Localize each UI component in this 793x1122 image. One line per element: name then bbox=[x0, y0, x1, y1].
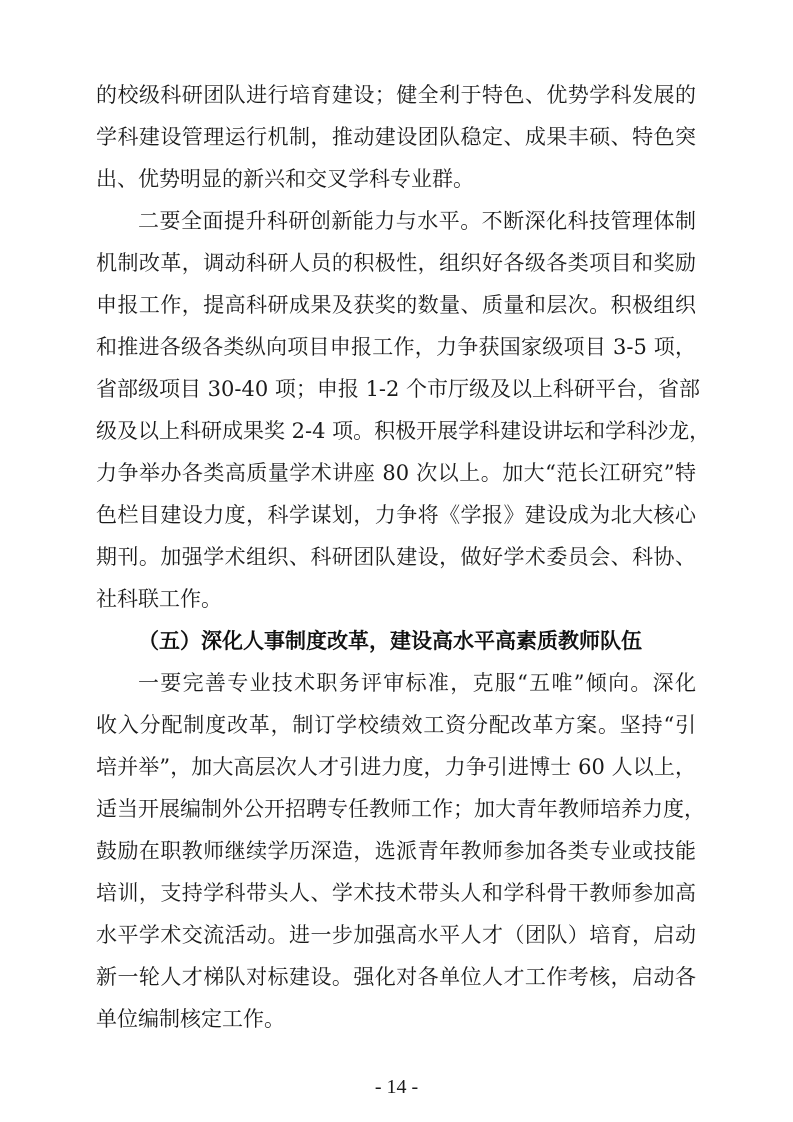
paragraph-2-line-8: 色栏目建设力度，科学谋划，力争将《学报》建设成为北大核心 bbox=[96, 503, 696, 527]
paragraph-2-line-9: 期刊。加强学术组织、科研团队建设，做好学术委员会、科协、 bbox=[96, 545, 696, 569]
paragraph-2-line-3: 申报工作，提高科研成果及获奖的数量、质量和层次。积极组织 bbox=[96, 293, 696, 317]
section-paragraph-line-6: 培训，支持学科带头人、学术技术带头人和学科骨干教师参加高 bbox=[96, 881, 696, 905]
section-paragraph-line-4: 适当开展编制外公开招聘专任教师工作；加大青年教师培养力度， bbox=[96, 797, 705, 821]
section-paragraph-line-3: 培并举”，加大高层次人才引进力度，力争引进博士 60 人以上， bbox=[96, 755, 696, 779]
section-heading: （五）深化人事制度改革，建设高水平高素质教师队伍 bbox=[138, 629, 642, 653]
paragraph-2-line-10: 社科联工作。 bbox=[96, 587, 222, 611]
paragraph-2-line-1: 二要全面提升科研创新能力与水平。不断深化科技管理体制 bbox=[138, 209, 696, 233]
paragraph-2-line-4: 和推进各级各类纵向项目申报工作，力争获国家级项目 3-5 项， bbox=[96, 335, 696, 359]
section-paragraph-line-7: 水平学术交流活动。进一步加强高水平人才（团队）培育，启动 bbox=[96, 923, 696, 947]
section-paragraph-line-8: 新一轮人才梯队对标建设。强化对各单位人才工作考核，启动各 bbox=[96, 965, 696, 989]
section-paragraph-line-1: 一要完善专业技术职务评审标准，克服“五唯”倾向。深化 bbox=[138, 671, 696, 695]
paragraph-2-line-6: 级及以上科研成果奖 2-4 项。积极开展学科建设讲坛和学科沙龙， bbox=[96, 419, 711, 443]
paragraph-2-line-7: 力争举办各类高质量学术讲座 80 次以上。加大“范长江研究”特 bbox=[96, 461, 696, 485]
section-paragraph-line-2: 收入分配制度改革，制订学校绩效工资分配改革方案。坚持“引 bbox=[96, 713, 696, 737]
paragraph-2-line-2: 机制改革，调动科研人员的积极性，组织好各级各类项目和奖励 bbox=[96, 251, 696, 275]
paragraph-1-line-2: 学科建设管理运行机制，推动建设团队稳定、成果丰硕、特色突 bbox=[96, 125, 696, 149]
paragraph-1-line-1: 的校级科研团队进行培育建设；健全利于特色、优势学科发展的 bbox=[96, 83, 696, 107]
paragraph-1-line-3: 出、优势明显的新兴和交叉学科专业群。 bbox=[96, 167, 474, 191]
section-paragraph-line-9: 单位编制核定工作。 bbox=[96, 1007, 285, 1031]
page-number: - 14 - bbox=[374, 1076, 419, 1098]
paragraph-2-line-5: 省部级项目 30-40 项；申报 1-2 个市厅级及以上科研平台，省部 bbox=[96, 377, 701, 401]
section-paragraph-line-5: 鼓励在职教师继续学历深造，选派青年教师参加各类专业或技能 bbox=[96, 839, 696, 863]
